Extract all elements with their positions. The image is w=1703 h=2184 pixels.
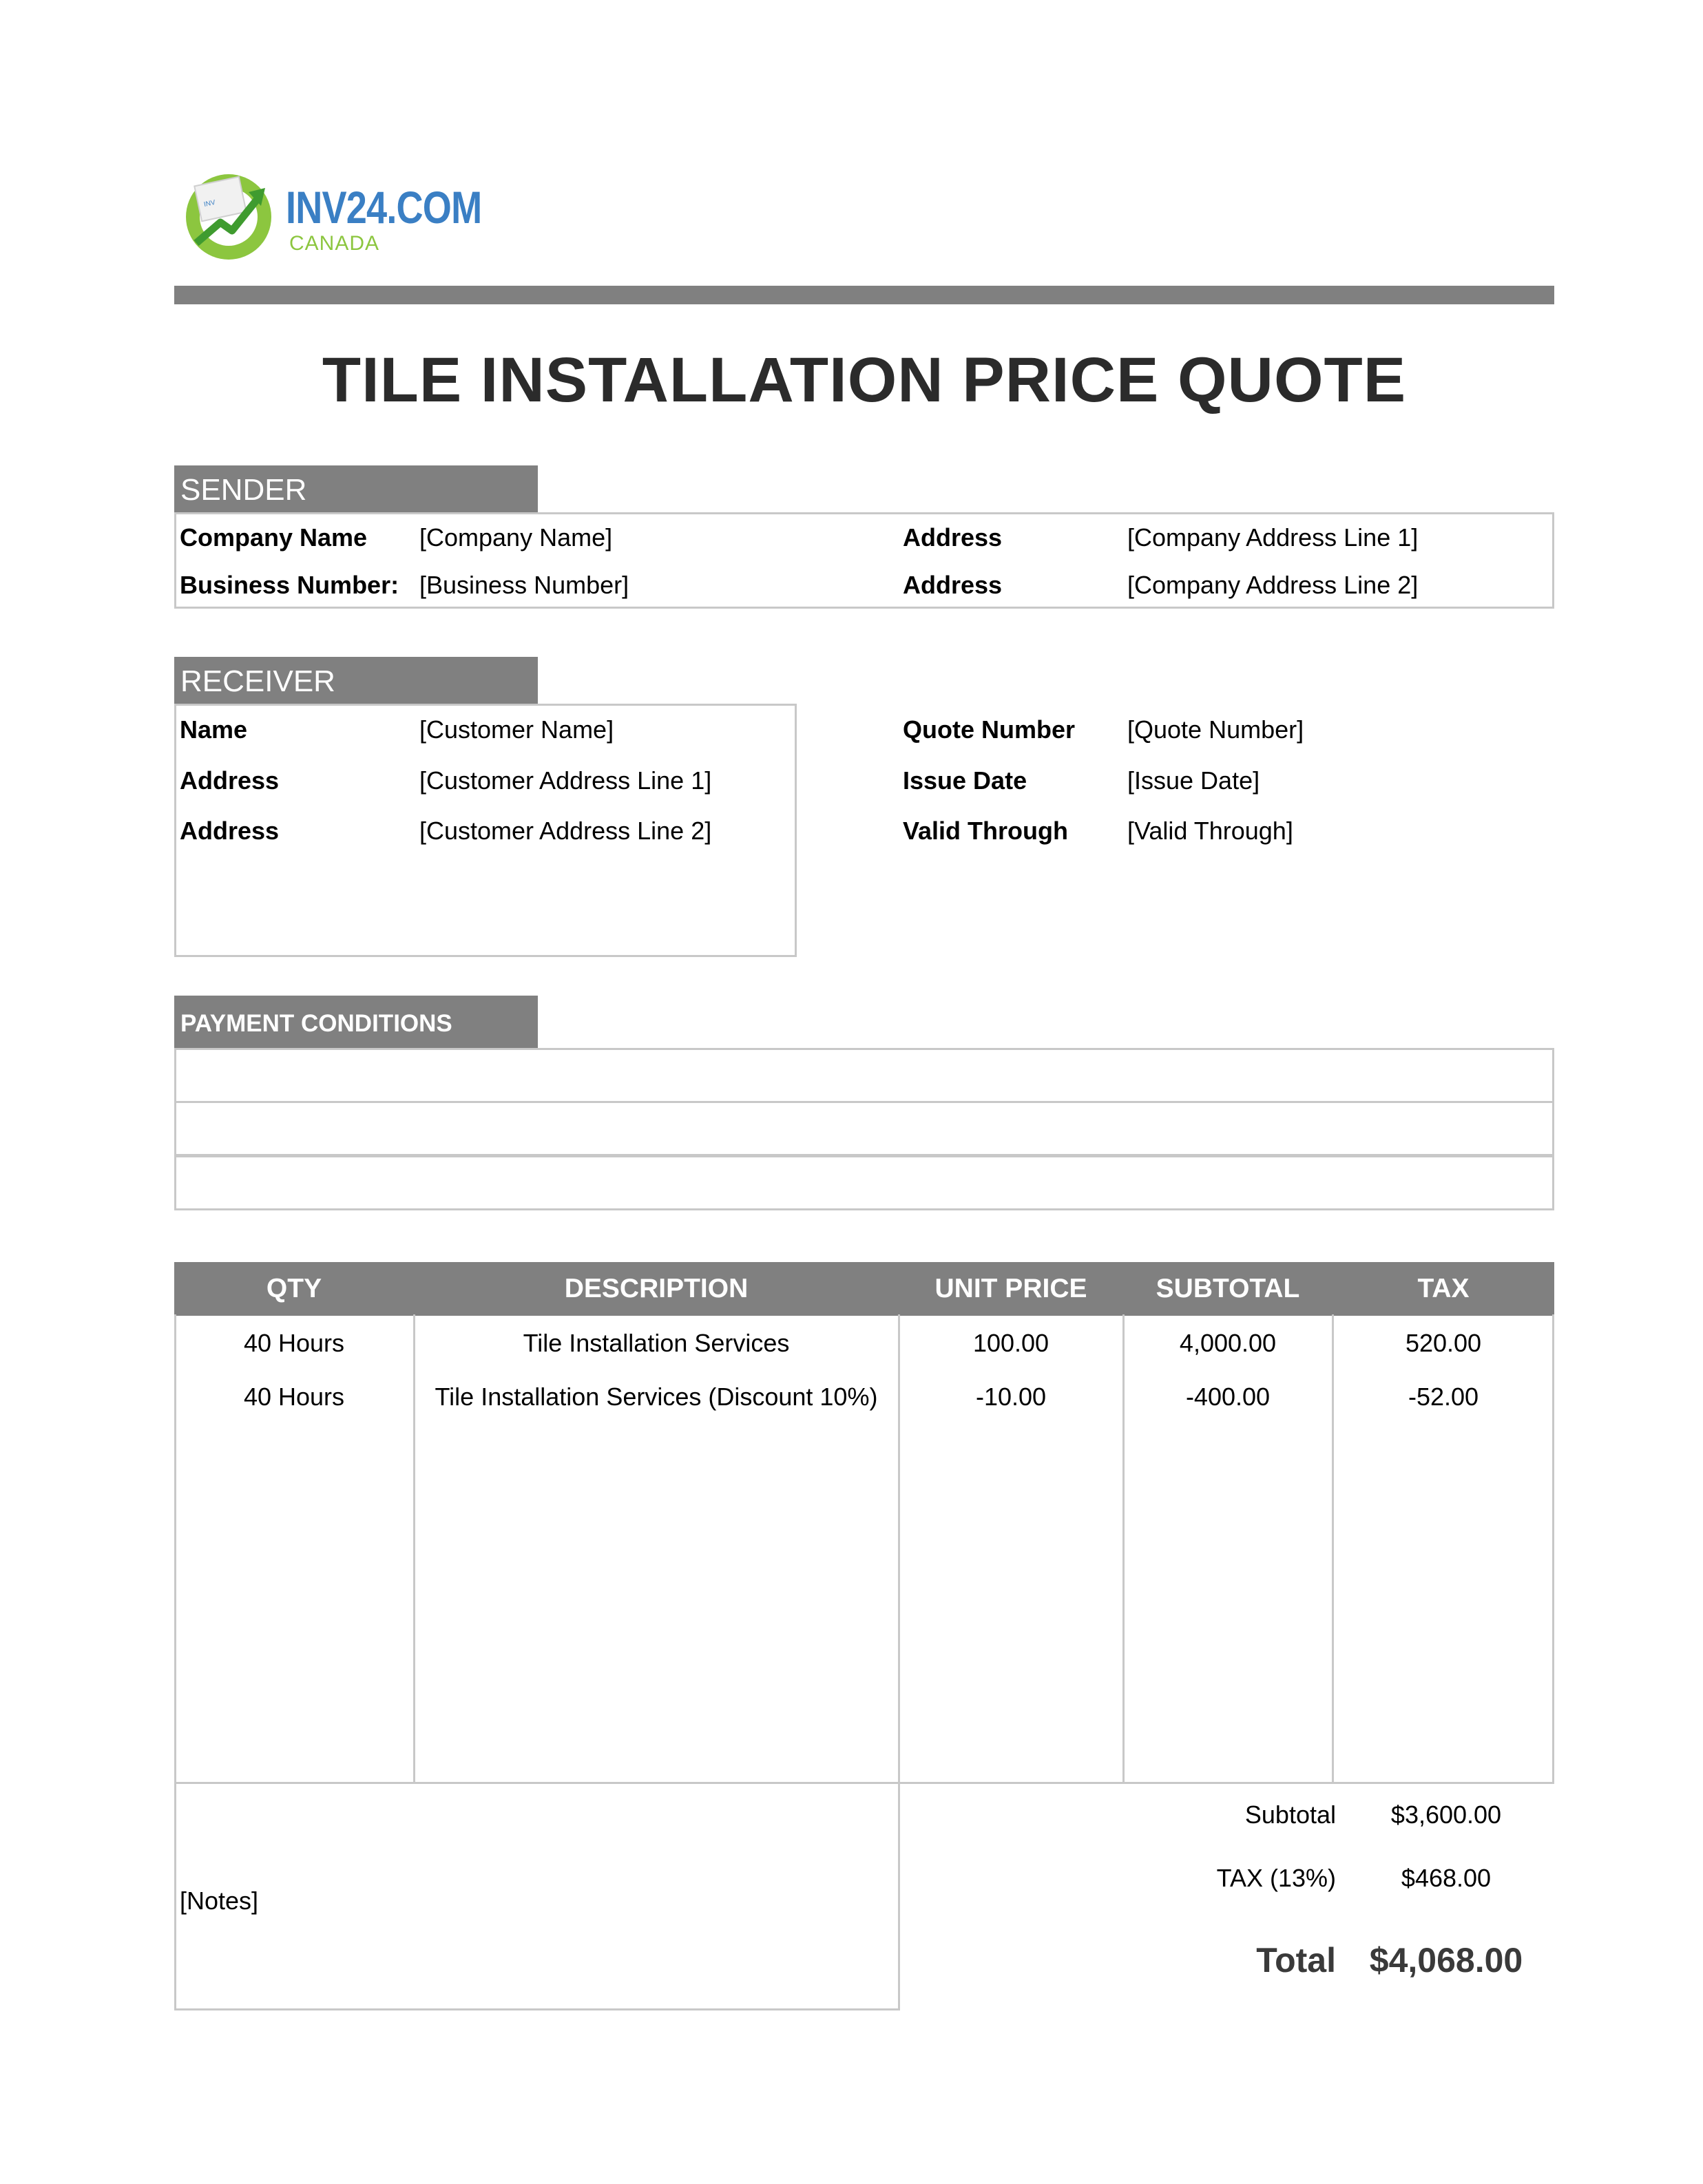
table-row-2-qty: 40 Hours: [243, 1383, 345, 1411]
receiver-heading: RECEIVER: [174, 657, 538, 704]
col-header-subtotal: SUBTOTAL: [1123, 1262, 1333, 1316]
chart-arrow-logo-icon: [182, 169, 275, 262]
payment-condition-row[interactable]: [174, 1155, 1554, 1210]
col-header-description: DESCRIPTION: [414, 1262, 899, 1316]
sender-address1-value[interactable]: [Company Address Line 1]: [1127, 523, 1419, 552]
table-row-2-subtotal: -400.00: [1185, 1383, 1271, 1411]
logo-brand: INV24.COM: [286, 182, 482, 233]
subtotal-label: Subtotal: [1244, 1800, 1336, 1829]
page-title: TILE INSTALLATION PRICE QUOTE: [322, 345, 1407, 415]
customer-address1-value[interactable]: [Customer Address Line 1]: [419, 766, 712, 795]
business-number-label: Business Number:: [180, 571, 399, 599]
col-header-unit-price: UNIT PRICE: [899, 1262, 1123, 1316]
sender-address1-label: Address: [903, 523, 1003, 552]
customer-address2-label: Address: [180, 817, 280, 845]
customer-name-label: Name: [180, 715, 248, 744]
header-divider: [174, 286, 1554, 304]
table-row-2-unit-price: -10.00: [975, 1383, 1047, 1411]
total-value: $4,068.00: [1369, 1941, 1523, 1980]
company-logo: [182, 169, 485, 262]
customer-name-value[interactable]: [Customer Name]: [419, 715, 614, 744]
table-row-1-unit-price: 100.00: [972, 1329, 1049, 1357]
table-row-1-description: Tile Installation Services: [523, 1329, 790, 1357]
notes-box[interactable]: [174, 1782, 900, 2010]
logo-region: CANADA: [289, 232, 380, 255]
tax-value: $468.00: [1401, 1864, 1492, 1892]
customer-address2-value[interactable]: [Customer Address Line 2]: [419, 817, 712, 845]
issue-date-value[interactable]: [Issue Date]: [1127, 766, 1260, 795]
notes-text[interactable]: [Notes]: [180, 1887, 259, 1915]
table-row-2-tax: -52.00: [1408, 1383, 1479, 1411]
quote-number-value[interactable]: [Quote Number]: [1127, 715, 1304, 744]
issue-date-label: Issue Date: [903, 766, 1027, 795]
payment-condition-row[interactable]: [174, 1048, 1554, 1103]
valid-through-label: Valid Through: [903, 817, 1068, 845]
svg-text:INV: INV: [203, 198, 216, 209]
col-header-qty: QTY: [174, 1262, 414, 1316]
table-row-1-tax: 520.00: [1405, 1329, 1482, 1357]
payment-conditions-heading: PAYMENT CONDITIONS: [174, 996, 538, 1048]
sender-heading: SENDER: [174, 465, 538, 512]
table-row-2-description: Tile Installation Services (Discount 10%): [435, 1383, 878, 1411]
valid-through-value[interactable]: [Valid Through]: [1127, 817, 1293, 845]
table-row-1-subtotal: 4,000.00: [1179, 1329, 1277, 1357]
total-label: Total: [1256, 1941, 1336, 1980]
company-name-value[interactable]: [Company Name]: [419, 523, 613, 552]
business-number-value[interactable]: [Business Number]: [419, 571, 629, 599]
subtotal-value: $3,600.00: [1390, 1800, 1502, 1829]
sender-address2-label: Address: [903, 571, 1003, 599]
tax-label: TAX (13%): [1216, 1864, 1336, 1892]
sender-address2-value[interactable]: [Company Address Line 2]: [1127, 571, 1419, 599]
quote-number-label: Quote Number: [903, 715, 1076, 744]
customer-address1-label: Address: [180, 766, 280, 795]
company-name-label: Company Name: [180, 523, 368, 552]
table-row-1-qty: 40 Hours: [243, 1329, 345, 1357]
col-header-tax: TAX: [1333, 1262, 1554, 1316]
payment-condition-row[interactable]: [174, 1101, 1554, 1156]
